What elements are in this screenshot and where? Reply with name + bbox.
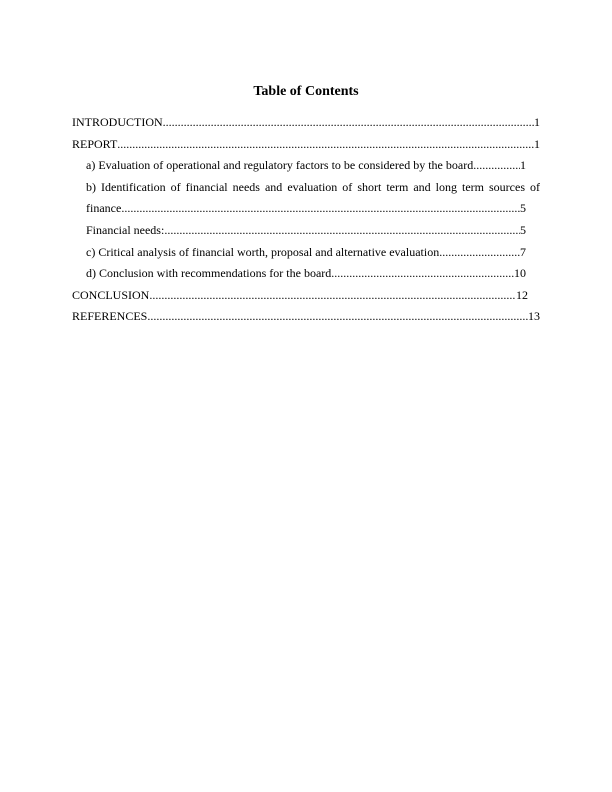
toc-entry-label: Financial needs: bbox=[86, 222, 165, 237]
toc-entry-conclusion-recommendations[interactable] bbox=[72, 263, 526, 285]
toc-entry-page: 7 bbox=[520, 244, 526, 259]
toc-entry-label: b) Identification of financial needs and evaluation of short term and long term sources of bbox=[86, 179, 540, 194]
toc-list bbox=[72, 112, 540, 328]
toc-entry-page: 5 bbox=[520, 201, 526, 216]
toc-title: Table of Contents bbox=[253, 84, 359, 99]
toc-entry-operational-factors[interactable] bbox=[72, 155, 526, 177]
toc-entry-page: 13 bbox=[528, 309, 540, 324]
toc-leader-dots bbox=[149, 285, 516, 307]
toc-entry-page: 10 bbox=[514, 266, 526, 281]
toc-entry-financial-needs-sub[interactable] bbox=[72, 220, 526, 242]
toc-entry-label: a) Evaluation of operational and regulatory factors to be considered by the board bbox=[86, 158, 474, 173]
toc-leader-dots bbox=[163, 112, 534, 134]
toc-leader-dots bbox=[473, 155, 520, 177]
toc-entry-page: 12 bbox=[516, 287, 528, 302]
toc-entry-label: CONCLUSION bbox=[72, 287, 150, 302]
toc-leader-dots bbox=[147, 306, 528, 328]
toc-entry-financial-needs-line1[interactable] bbox=[72, 177, 540, 199]
toc-entry-label: c) Critical analysis of financial worth, proposal and alternative evaluation bbox=[86, 244, 440, 259]
toc-leader-dots bbox=[331, 263, 514, 285]
toc-leader-dots bbox=[121, 198, 520, 220]
toc-entry-financial-needs-line2[interactable] bbox=[72, 198, 526, 220]
toc-entry-page: 1 bbox=[534, 115, 540, 129]
toc-entry-page: 1 bbox=[520, 158, 526, 173]
toc-entry-label: REPORT bbox=[72, 136, 118, 151]
toc-entry-label: REFERENCES bbox=[72, 309, 148, 324]
toc-entry-page: 5 bbox=[520, 222, 526, 237]
toc-entry-critical-analysis[interactable] bbox=[72, 242, 526, 264]
toc-leader-dots bbox=[439, 242, 520, 264]
toc-entry-introduction[interactable] bbox=[72, 112, 540, 134]
toc-entry-page: 1 bbox=[534, 136, 540, 151]
toc-entry-report[interactable] bbox=[72, 134, 540, 156]
toc-entry-label: finance bbox=[86, 201, 122, 216]
toc-entry-label: d) Conclusion with recommendations for the board bbox=[86, 266, 332, 281]
toc-entry-label: INTRODUCTION bbox=[72, 115, 163, 129]
toc-entry-conclusion[interactable] bbox=[72, 285, 528, 307]
toc-leader-dots bbox=[164, 220, 520, 242]
toc-leader-dots bbox=[117, 134, 534, 156]
toc-entry-references[interactable] bbox=[72, 306, 540, 328]
